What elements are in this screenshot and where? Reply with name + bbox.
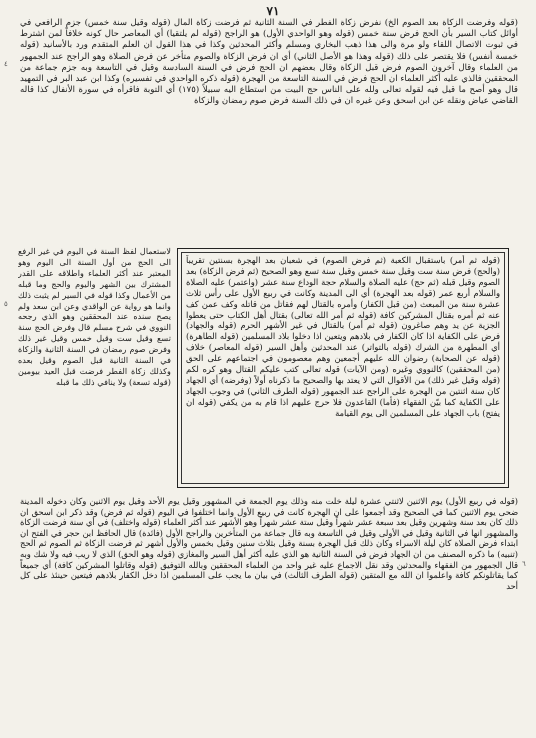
main-text-box [177,248,509,488]
main-text: (قوله ثم أمر) باستقبال الكعبة (ثم فرض الصوم) في شعبان بعد الهجرة بسنتين تقريباً (والحج) فرض سنة ست وقيل سنة خمس وقيل سنة تسع وهو الصحيح (ثم فرض الزكاة) بعد الصوم وقيل قبله (ثم حج) عليه الصلاة والسلام حجة الوداع سنة عشر (واعتمر) عليه الصلاة والسلام أربع عمر (قوله بعد الهجرة) أي الى المدينة وكانت في ربيع الأول على رأس ثلاث عشرة سنة من المبعث (من قبل الكفار) وأمره بالقتال لهم فقاتل من قاتله وكف عمن كف عنه ثم أمره بقتال المشركين كافة (قوله ثم أمر الله تعالى) بقتال أهل الكتاب حتى يعطوا الجزية عن يد وهم صاغرون (قوله ثم أمر) بالقتال في غير الأشهر الحرم (قوله والجهاد) فرض على الكفاية اذا كان الكفار في بلادهم ويتعين اذا دخلوا بلاد المسلمين (قوله الطاهرة) أي المطهرة من الشرك (قوله بالتواتر) عند المحدثين وأهل السير (قوله المعاصر) خلاف (قوله عن الصحابة) رضوان الله عليهم أجمعين وهم معصومون في اجتماعهم على الحق (من المحققين) كالنووي وغيره (ومن الآيات) قوله تعالى كتب عليكم القتال وهو كره لكم (قوله وقيل غير ذلك) من الأقوال التي لا يعتد بها والصحيح ما ذكرناه أولاً (وفرضه) أي الجهاد كان سنة اثنتين من الهجرة على الراجح عند الجمهور (قوله الطرف الثاني) في وجوب الجهاد على الكفاية كما بيّن الفقهاء (فأما) القاعدون فلا حرج عليهم اذا قام به من يكفي (قوله ان يفتح) باب الجهاد على المسلمين الى يوم القيامة [186,255,500,418]
commentary-bottom-block: (قوله في ربيع الأول) يوم الاثنين لاثنتي عشرة ليلة خلت منه وذلك يوم الجمعة في المشهور وقيل يوم الأحد وقيل يوم الاثنين وكان دخوله المدينة ضحى يوم الاثنين كما في الصحيح وقد أجمعوا على ان الهجرة كانت في ربيع الأول وانما اختلفوا في اليوم (قوله ثم فرض) وقد ذكر ابن اسحق ان ذلك كان بعد سنة وشهرين وقيل بعد سبعة عشر شهراً وقيل ستة عشر شهراً وهو الأشهر عند أكثر العلماء (قوله واختلف) في أي سنة فرضت الزكاة والمشهور انها في الثانية وقيل في الأولى وقيل في التاسعة وبه قال جماعة من المتأخرين والراجح الأول (فائدة) قال الحافظ ابن حجر في الفتح ان ابتداء فرض الصلاة كان ليلة الاسراء وكان ذلك قبل الهجرة بسنة وقيل بثلاث سنين وقيل بخمس والأول أشهر ثم فرضت الزكاة ثم الصوم ثم الحج (تنبيه) ما ذكره المصنف من ان الجهاد فرض في السنة الثانية هو الذي عليه أكثر أهل السير والمغازي (قوله وهو الحق) الذي لا ريب فيه ولا شك وبه قال الجمهور من الفقهاء والمحدثين وقد نقل الاجماع عليه غير واحد من العلماء المحققين وبالله التوفيق (قوله وقاتلوا المشركين كافة) أي جميعاً كما يقاتلونكم كافة واعلموا ان الله مع المتقين (قوله الطرف الثالث) في بيان ما يجب على المسلمين اذا دخل الكفار بلادهم فيتعين حينئذ على كل أحد [20,496,518,591]
margin-note-right-bottom: ٦ [522,560,526,568]
commentary-side-block: لاستعمال لفظ السنة في اليوم في غير الرفع الى الحج من أول السنة الى اليوم وهو المعتبر عند أكثر العلماء واطلاقه على القدر المشترك بين الشهر واليوم والحج وما قبله من الأعمال وكذا قوله في السير لم يثبت ذلك وانما هو رواية عن الواقدي وعن ابن سعد ولم يصح سنده عند المحققين وهو الذي رجحه النووي في شرح مسلم قال وفرض الحج سنة تسع وقيل ست وقيل خمس وقيل غير ذلك وفرض صوم رمضان في السنة الثانية والزكاة في السنة الثانية قبل الصوم وقيل بعده وكذلك زكاة الفطر فرضت قبل العيد بيومين (قوله تسعة) ولا ينافي ذلك ما قبله [18,246,171,387]
margin-note-left-mid: ٥ [4,300,8,308]
commentary-top-block: (قوله وفرضت الزكاة بعد الصوم الخ) نفرض زكاة الفطر في السنة الثانية ثم فرضت زكاة المال (قوله وقيل سنة خمس) جزم الرافعي في أوائل كتاب السير بأن الحج فرض سنة خمس (قوله وهو الواحدي الأول) هو الراجح (قوله لم يلتقيا) أي المعاصر حال كونه خلافاً لمن اشترط في ثبوت الاتصال اللقاء ولو مرة والى هذا ذهب البخاري ومسلم وأكثر المحدثين وكذا في هذا القول ان العلم المتقدم ورد بالأسانيد (قوله خمسة أنفس) فلا يقتصر على ذلك (قوله وهذا هو الأصل الثاني) أي ان فرض الزكاة والصوم متأخر عن فرض الصلاة وهو الراجح عند الجمهور من العلماء وقال آخرون الصوم فرض قبل الزكاة وقال بعضهم ان الحج فرض في السنة السادسة وقيل في التاسعة وبه جزم جماعة من المحققين فالذي عليه أكثر العلماء ان الحج فرض في السنة التاسعة من الهجرة (قوله ذكره الواحدي في تفسيره) وكذا ابن عبد البر في التمهيد قال وهو أصح ما قيل فيه لقوله تعالى ولله على الناس حج البيت من استطاع اليه سبيلاً (١٧٥) أي التوبة فاقرأه في سورة الأنفال كذا قاله القاضي عياض ونقله عن ابن اسحق وعن غيره ان في ذلك السنة فرض صوم رمضان والزكاة [20,18,518,107]
margin-note-left-top: ٤ [4,60,8,68]
page-number: ٧١ [266,4,280,18]
